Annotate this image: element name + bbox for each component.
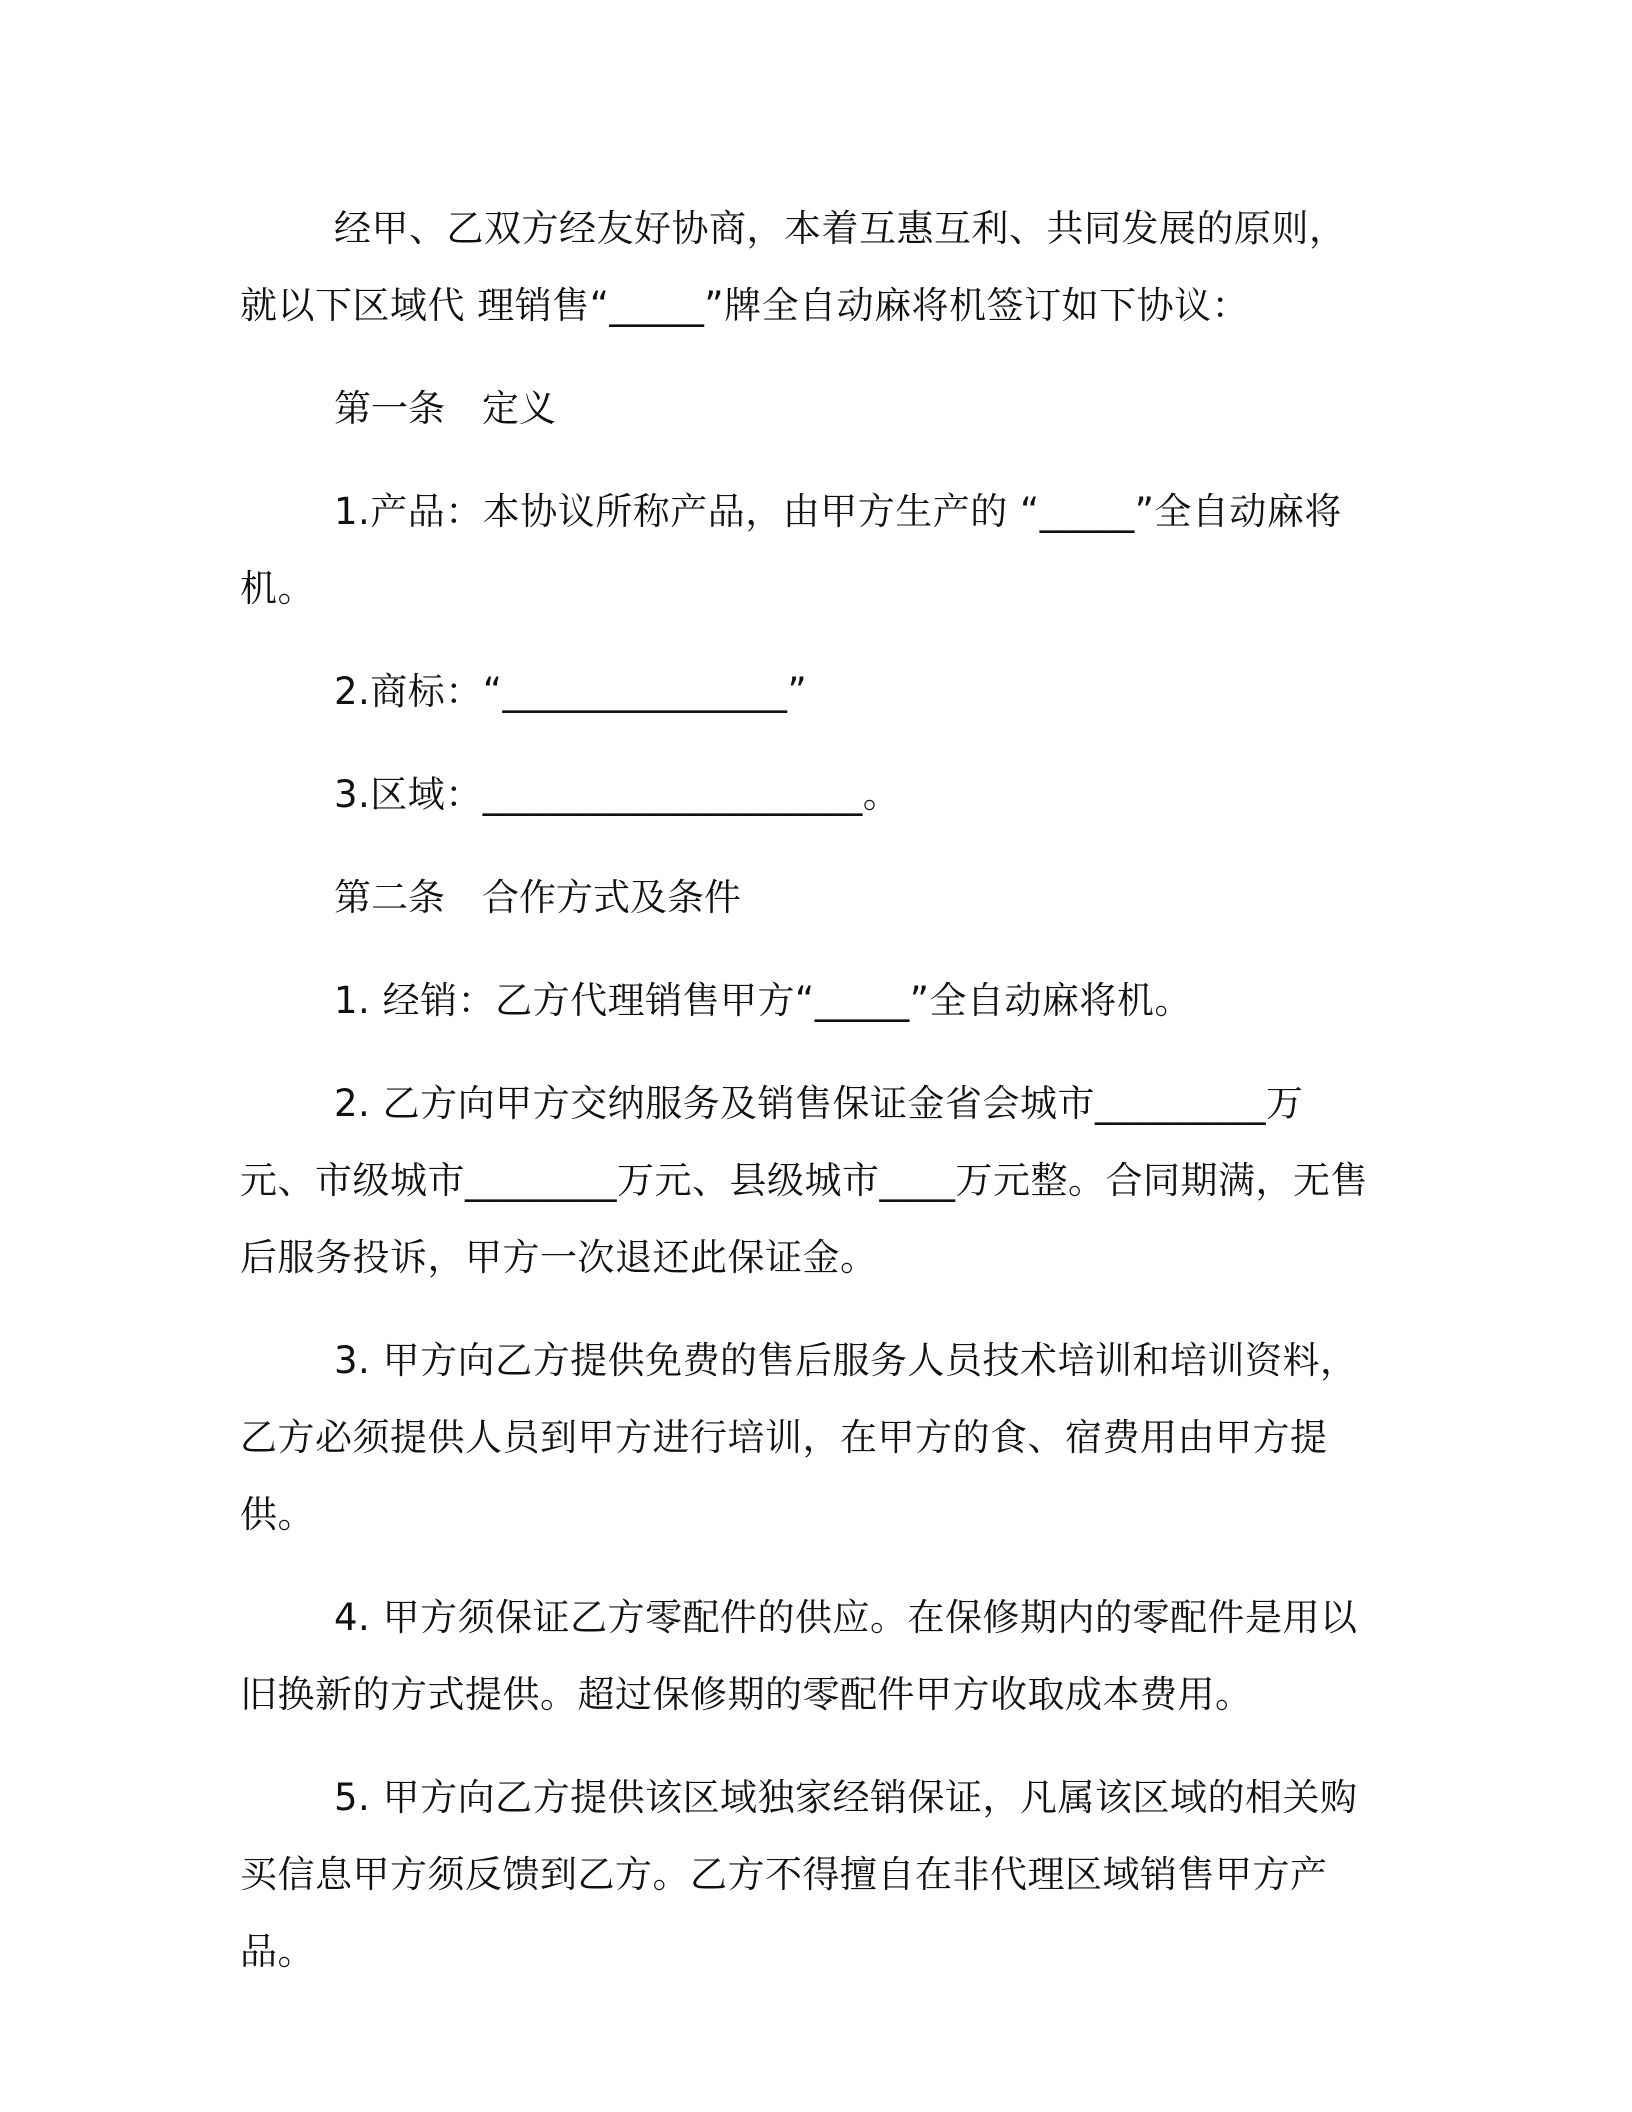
article-2-item-2: 2. 乙方向甲方交纳服务及销售保证金省会城市_________万元、市级城市________万元、县级城市____万元整。合同期满，无售后服务投诉，甲方一次退还此保证金。 (240, 1082, 1368, 1279)
article-1-title: 第一条 定义 (334, 387, 556, 430)
article-2-item-5: 5. 甲方向乙方提供该区域独家经销保证，凡属该区域的相关购买信息甲方须反馈到乙方。乙方不得擅自在非代理区域销售甲方产品。 (240, 1776, 1358, 1973)
intro-paragraph: 经甲、乙双方经友好协商，本着互惠互利、共同发展的原则，就以下区域代 理销售“_____”牌全自动麻将机签订如下协议： (240, 207, 1347, 327)
article-2-title: 第二条 合作方式及条件 (334, 876, 741, 919)
article-2-item-4: 4. 甲方须保证乙方零配件的供应。在保修期内的零配件是用以旧换新的方式提供。超过保修期的零配件甲方收取成本费用。 (240, 1596, 1358, 1716)
document-page (240, 190, 1378, 2016)
article-2-item-1: 1. 经销：乙方代理销售甲方“_____”全自动麻将机。 (334, 979, 1192, 1022)
article-1-item-2: 2.商标：“_______________” (334, 670, 808, 713)
article-1-item-3: 3.区域：____________________。 (334, 773, 901, 816)
article-2-item-3: 3. 甲方向乙方提供免费的售后服务人员技术培训和培训资料，乙方必须提供人员到甲方进行培训，在甲方的食、宿费用由甲方提供。 (240, 1339, 1358, 1536)
article-1-item-1: 1.产品：本协议所称产品，由甲方生产的 “_____”全自动麻将机。 (240, 490, 1342, 610)
